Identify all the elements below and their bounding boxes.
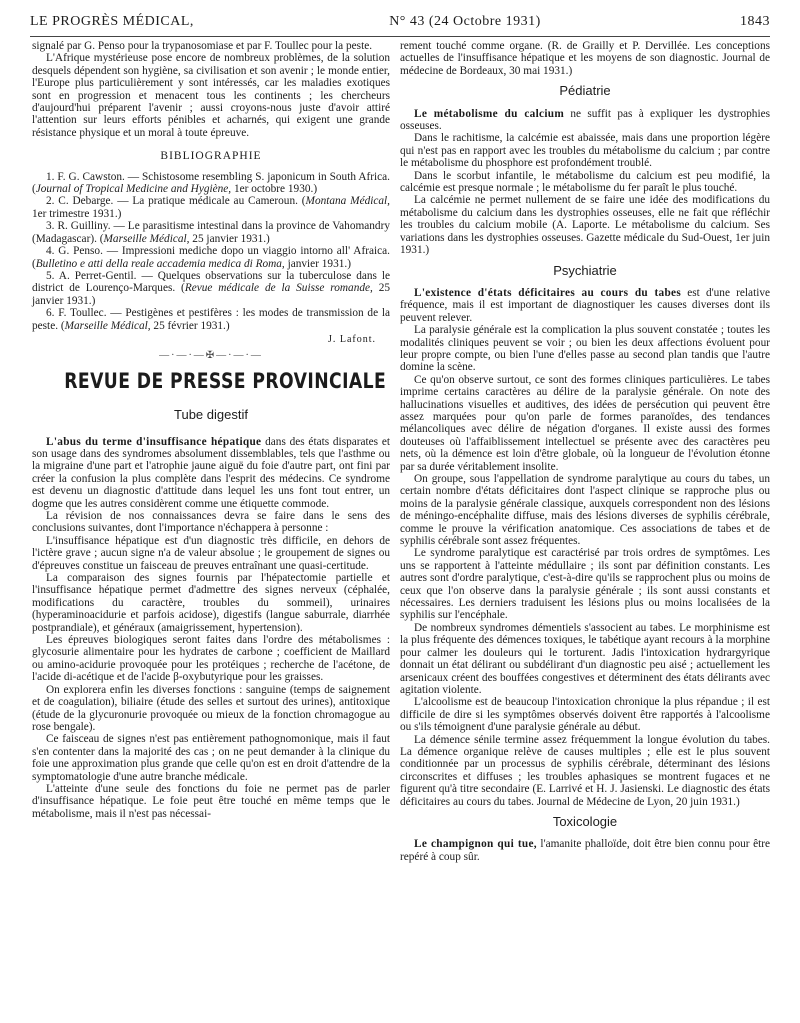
bibliography-entry: 6. F. Toullec. — Pestigènes et pestifères : les modes de transmission de la peste. (Marseille Médical, 25 février 1931.) — [32, 307, 390, 332]
paragraph: Le métabolisme du calcium ne suffit pas à expliquer les dystrophies osseuses. — [400, 107, 770, 133]
paragraph: L'existence d'états déficitaires au cours du tabes est d'une relative fréquence, mais il est important de diagnostiquer les causes diverses dont ils peuvent relever. — [400, 286, 771, 324]
section-masthead: REVUE DE PRESSE PROVINCIALE — [64, 368, 387, 393]
bibliography-entry: 4. G. Penso. — Impressioni mediche dopo un viaggio intorno all' Afraica. (Bulletino e atti della reale accademia medica di Roma, janvier 1931.) — [32, 245, 390, 270]
bibliography-list — [32, 171, 390, 332]
lead-in: Le métabolisme du calcium — [414, 107, 565, 120]
paragraph: rement touché comme organe. (R. de Grailly et P. Dervillée. Les conceptions actuelles de l'insuffisance hépatique et les moyens de son diagnostic. Journal de médecine de Bordeaux, 30 mai 1931.) — [400, 40, 770, 77]
header-issue: N° 43 (24 Octobre 1931) — [389, 14, 541, 29]
bibliography-entry: 1. F. G. Cawston. — Schistosome resembling S. japonicum in South Africa. (Journal of Tropical Medicine and Hygiène, 1er octobre 1930.) — [32, 170, 390, 196]
bibliography-entry: 3. R. Guilliny. — Le parasitisme intestinal dans la province de Vahomandry (Madagascar). (Marseille Médical, 25 janvier 1931.) — [32, 220, 390, 245]
paragraph: L'atteinte d'une seule des fonctions du foie ne permet pas de parler d'insuffisance hépatique. Le foie peut être touché en même temps que le métabolisme, mais il n'est pas nécessai- — [32, 782, 390, 820]
author-signature: J. Lafont. — [327, 333, 376, 345]
header-page-number: 1843 — [740, 14, 770, 29]
running-header — [30, 14, 770, 37]
paragraph: Ce faisceau de signes n'est pas entièrement pathognomonique, mais il faut s'en contenter dans la majorité des cas ; on ne peut demander à la clinique du foie une approximation plus grande que celle qu'on est en droit d'attendre de la symptomatologie d'une autre branche médicale. — [32, 733, 390, 783]
paragraph: L'Afrique mystérieuse pose encore de nombreux problèmes, de la solution desquels dépendent son hygiène, sa civilisation et son avenir ; le monde entier, l'Europe plus particulièrement y sont intéressés, car les maladies exotiques sont en progression et menacent tous les continents ; les chercheurs d'aujourd'hui préparent l'avenir ; aussi croyons-nous juste d'avoir attiré l'attention sur leurs efforts pénibles et acharnés, qui exigent une grande résistance physique et un moral à toute épreuve. — [32, 52, 390, 139]
paragraph: La calcémie ne permet nullement de se faire une idée des modifications du métabolisme du calcium dans les dystrophies osseuses, elle ne fait que réfléchir les troubles du calcium mobile (A. Laporte. Le métabolisme du calcium. Ses variations dans les dystrophies osseuses. Gazette médicale du Sud-Ouest, 1er juin 1931.) — [400, 194, 770, 257]
ornament-divider: —·—·—✠—·—·— — [159, 350, 263, 362]
section-heading-tube-digestif: Tube digestif — [174, 407, 248, 423]
bibliography-entry: 5. A. Perret-Gentil. — Quelques observations sur la tuberculose dans le district de Lourenço-Marques. (Revue médicale de la Suisse romande, 25 janvier 1931.) — [32, 269, 390, 307]
paragraph: La comparaison des signes fournis par l'hépatectomie partielle et l'insuffisance hépatique permet d'admettre des signes nerveux (céphalée, modifications du caractère, troubles du sommeil), urinaires (hyperaminoacidurie et parfois acidose), digestifs (langue saburrale, diarrhée postprandiale), et généraux (amaigrissement, hypertension). — [32, 572, 390, 634]
paragraph: On groupe, sous l'appellation de syndrome paralytique au cours du tabes, un certain nombre d'états déficitaires dont l'aspect clinique se rapproche plus ou moins de la paralysie générale classique, auxquels correspondent non des lésions de méningo-encéphalite diffuse, mais des lésions diverses de syphilis cérébrale, comme le prouve la vérification anatomique. Ces associations de tabes et de syphilis cérébrale sont assez fréquentes. — [400, 473, 770, 548]
lead-in: L'existence d'états déficitaires au cours du tabes — [414, 286, 682, 299]
paragraph: Dans le rachitisme, la calcémie est abaissée, mais dans une proportion légère qui n'est pas en rapport avec les troubles du métabolisme du calcium ; par contre le métabolisme du phosphore est profondément troublé. — [400, 132, 770, 170]
section-heading-pediatrie: Pédiatrie — [559, 83, 611, 99]
paragraph: La paralysie générale est la complication la plus souvent constatée ; toutes les modalités cliniques peuvent se voir ; ou bien les deux affections évoluent pour leur propre compte, ou bien l'une d'elles passe au second plan tandis que l'autre domine la scène. — [400, 324, 770, 374]
lead-in: L'abus du terme d'insuffisance hépatique — [46, 435, 262, 448]
paragraph: Dans le scorbut infantile, le métabolisme du calcium est peu modifié, la calcémie est presque normale ; le métabolisme du fer paraît le plus touché. — [400, 169, 770, 195]
right-column — [400, 40, 770, 863]
paragraph: signalé par G. Penso pour la trypanosomiase et par F. Toullec pour la peste. — [32, 40, 373, 52]
header-journal: LE PROGRÈS MÉDICAL, — [30, 14, 194, 29]
left-column — [32, 40, 390, 820]
bibliography-title: BIBLIOGRAPHIE — [160, 150, 262, 163]
paragraph: On explorera enfin les diverses fonctions : sanguine (temps de saignement et de coagulation), biliaire (étude des selles et surtout des urines), antitoxique (étude de la glycuronurie provoquée ou mieux de la fonction chromagogue au rose bengale). — [32, 683, 390, 733]
lead-in: Le champignon qui tue, — [414, 838, 537, 851]
paragraph: Ce qu'on observe surtout, ce sont des formes cliniques particulières. Le tabes imprime certains caractères au délire de la paralysie générale. On note des hallucinations visuelles et auditives, des idées de persécution qui peuvent être assez marquées pour qu'on parle de formes paranoïdes, des tendances mélancoliques avec délire de négation d'organes. Il existe aussi des formes douteuses où l'affaiblissement intellectuel se présente avec des caractères peu nets, où la démence est loin d'être globale, où la longueur de l'évolution étonne par sa durée véritablement insolite. — [400, 373, 770, 473]
paragraph: De nombreux syndromes démentiels s'associent au tabes. Le morphinisme est la plus fréquente des démences toxiques, le tabétique ayant recours à la morphine pour calmer les douleurs qui le torturent. Jadis l'intoxication hydrargyrique donnait un état délirant ou subdélirant d'un diagnostic peu aisé ; actuellement les arsenicaux créent des bouffées congestives et déterminent des états délirants avec agitation violente. — [400, 621, 770, 696]
paragraph: L'abus du terme d'insuffisance hépatique dans des états disparates et son usage dans des syndromes absolument dissemblables, tels que l'asthme ou la migraine d'une part et l'atrophie jaune aiguë du foie d'autre part, ont fini par créer la confusion la plus complète dans l'esprit des médecins. Ce syndrome est devenu un diagnostic d'attitude dans lequel les uns font tout entrer, un dogme que les autres considèrent comme une étiquette commode. — [32, 435, 390, 510]
paragraph: L'insuffisance hépatique est d'un diagnostic très difficile, en dehors de l'ictère grave ; aucun signe n'a de valeur absolue ; le groupement de signes ou d'épreuves constitue un faisceau de preuves entraînant une quasi-certitude. — [32, 534, 390, 572]
paragraph: L'alcoolisme est de beaucoup l'intoxication chronique la plus répandue ; il est difficile de dire si les symptômes observés doivent être rapportés à l'alcoolisme ou s'ils témoignent d'une paralysie générale au début. — [400, 696, 770, 734]
paragraph: Le champignon qui tue, l'amanite phalloïde, doit être bien connu pour être repéré à coup sûr. — [400, 838, 770, 863]
bibliography-entry: 2. C. Debarge. — La pratique médicale au Cameroun. (Montana Médical, 1er trimestre 1931.) — [32, 195, 390, 220]
section-heading-toxicologie: Toxicologie — [552, 813, 618, 829]
paragraph: Le syndrome paralytique est caractérisé par trois ordres de symptômes. Les uns se rapportent à l'atteinte médullaire ; ils sont par définition constants. Les autres sont d'ordre paralytique, c'est-à-dire qu'ils se rapprochent plus ou moins de ceux que l'on observe dans la paralysie générale ; ils sont aussi constants et nécessaires. Les derniers traduisent les lésions plus ou moins localisées de la syphilis sur l'encéphale. — [400, 547, 770, 622]
paragraph: Les épreuves biologiques seront faites dans l'ordre des métabolismes : glycosurie alimentaire pour les hydrates de carbone ; coefficient de Maillard ou amino-acidurie provoquée pour les protéiques ; recherche de l'acétone, de l'acide di-acétique et de l'acide β-oxybutyrique pour les graisses. — [32, 634, 390, 684]
paragraph: La révision de nos connaissances devra se faire dans le sens des conclusions suivantes, dont l'importance n'échappera à personne : — [32, 510, 390, 535]
section-heading-psychiatrie: Psychiatrie — [553, 262, 617, 278]
paragraph: La démence sénile termine assez fréquemment la longue évolution du tabes. La démence organique relève de causes multiples ; elle est le plus souvent conditionnée par un processus de syphilis cérébrale, déterminant des lésions circonscrites et diffuses ; les troubles aphasiques se montrent fugaces et ne figurent qu'à titre secondaire (E. Larrivé et H. J. Jasienski. Le diagnostic des états déficitaires au cours du tabes. Journal de Médecine de Lyon, 20 juin 1931.) — [400, 733, 770, 808]
